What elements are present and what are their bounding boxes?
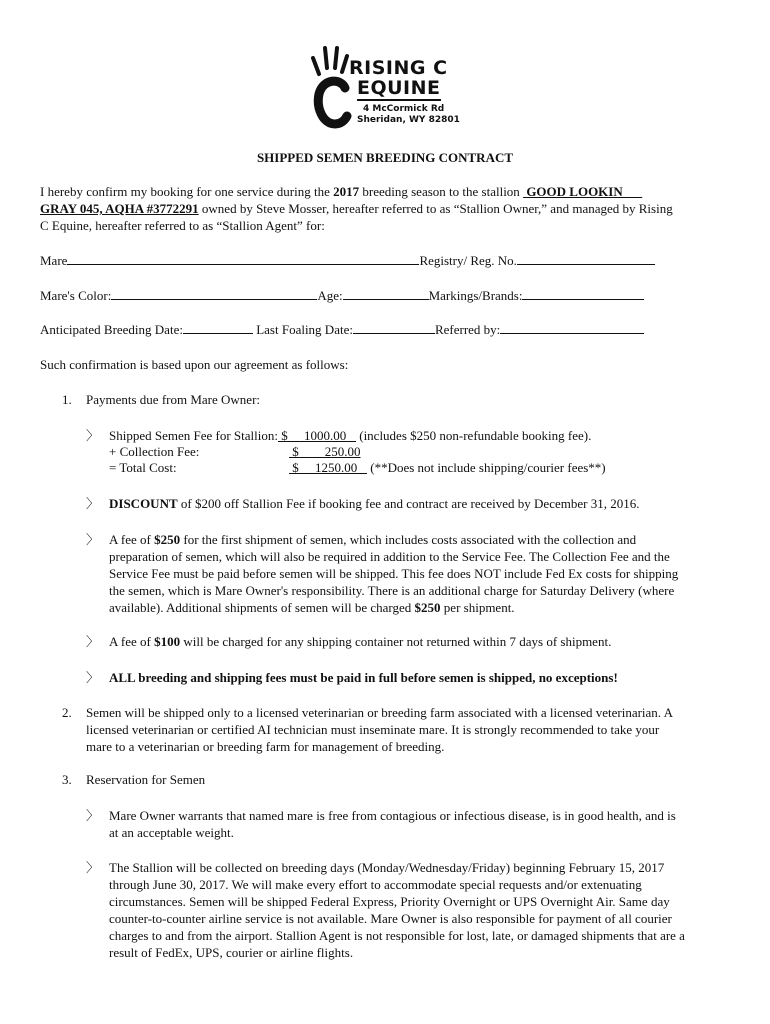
- all-fees-notice: ALL breeding and shipping fees must be paid in full before semen is shipped, no exceptions!: [109, 670, 618, 685]
- item-2-line-1: Semen will be shipped only to a licensed veterinarian or breeding farm associated with a licensed veterinarian. A: [86, 705, 673, 720]
- stallion-registration: GRAY 045, AQHA #3772291: [40, 201, 199, 216]
- collection-schedule-paragraph: [109, 859, 749, 961]
- item-2-number: 2.: [62, 705, 72, 720]
- fee-250-line-4: the semen, which is Mare Owner's responsibility. There is an additional charge for Saturday Delivery (where: [109, 583, 675, 598]
- fee-250-line-3: Service Fee must be paid before semen will be shipped. This fee does NOT include Fed Ex costs for shipping: [109, 566, 679, 581]
- anticipated-date-input-line[interactable]: [183, 321, 253, 334]
- collection-fee-row: + Collection Fee: $ 250.00: [109, 444, 361, 459]
- logo-equine-text: EQUINE: [357, 77, 441, 99]
- fee-row: Shipped Semen Fee for Stallion: $ 1000.00 (includes $250 non-refundable booking fee).: [109, 428, 592, 443]
- age-label: Age:: [317, 288, 343, 303]
- fee-250-paragraph: [109, 531, 729, 616]
- item-2-paragraph: [86, 704, 746, 755]
- markings-input-line[interactable]: [522, 287, 644, 300]
- item-2-line-3: mare to a veterinarian or breeding farm for management of breeding.: [86, 739, 445, 754]
- collect-line-4: counter-to-counter airline service is not available. Mare Owner is also responsible for payment of all courier: [109, 911, 672, 926]
- mare-label: Mare: [40, 253, 68, 268]
- fee-100-text: A fee of $100 will be charged for any shipping container not returned within 7 days of shipment.: [109, 634, 612, 649]
- discount-text: DISCOUNT of $200 off Stallion Fee if booking fee and contract are received by December 31, 2016.: [109, 496, 640, 511]
- markings-label: Markings/Brands:: [428, 288, 523, 303]
- warrant-line-1: Mare Owner warrants that named mare is free from contagious or infectious disease, is in good health, and is: [109, 808, 676, 823]
- collect-line-6: result of FedEx, UPS, courier or airline flights.: [109, 945, 354, 960]
- mare-color-input-line[interactable]: [111, 287, 317, 300]
- bullet-icon: 〉: [86, 808, 100, 823]
- anticipated-date-label: Anticipated Breeding Date:: [40, 322, 183, 337]
- referred-by-label: Referred by:: [434, 322, 501, 337]
- fee-250-line-1: A fee of $250 for the first shipment of semen, which includes costs associated with the collection and: [109, 532, 637, 547]
- registry-label: Registry/ Reg. No.: [419, 253, 517, 268]
- collect-line-3: circumstances. Semen will be shipped Federal Express, Priority Overnight or UPS Overnight Air. Same day: [109, 894, 670, 909]
- intro-line-3: C Equine, hereafter referred to as “Stallion Agent” for:: [40, 218, 325, 233]
- bullet-icon: 〉: [86, 496, 100, 511]
- rising-c-equine-logo: [305, 44, 475, 130]
- bullet-icon: 〉: [86, 670, 100, 685]
- stallion-name: GOOD LOOKIN: [523, 184, 643, 199]
- color-field-row: [40, 287, 644, 304]
- bullet-icon: 〉: [86, 634, 100, 649]
- mare-input-line[interactable]: [67, 252, 419, 265]
- intro-line-1: I hereby confirm my booking for one service during the 2017 breeding season to the stallion GOOD LOOKIN: [40, 184, 643, 199]
- item-1-label: Payments due from Mare Owner:: [86, 392, 261, 407]
- item-3-label: Reservation for Semen: [86, 772, 206, 787]
- collection-fee-amount: $ 250.00: [289, 444, 361, 459]
- total-cost-row: = Total Cost: $ 1250.00 (**Does not include shipping/courier fees**): [109, 460, 606, 475]
- mare-field-row: [40, 252, 655, 269]
- fee-250-line-5: available). Additional shipments of semen will be charged $250 per shipment.: [109, 600, 515, 615]
- collect-line-1: The Stallion will be collected on breeding days (Monday/Wednesday/Friday) beginning February 15, 2017: [109, 860, 665, 875]
- warrant-line-2: at an acceptable weight.: [109, 825, 234, 840]
- last-foaling-input-line[interactable]: [353, 321, 435, 334]
- logo-rising-text: RISING C: [349, 57, 448, 79]
- fee-250-line-2: preparation of semen, which will also be required in addition to the Service Fee. The Collection Fee and the: [109, 549, 670, 564]
- registry-input-line[interactable]: [517, 252, 655, 265]
- bullet-icon: 〉: [86, 532, 100, 547]
- fee-amount: $ 1000.00: [277, 428, 356, 443]
- item-3-number: 3.: [62, 772, 72, 787]
- logo-address-street: 4 McCormick Rd: [363, 104, 445, 114]
- mare-color-label: Mare's Color:: [40, 288, 112, 303]
- last-foaling-label: Last Foaling Date:: [256, 322, 353, 337]
- referred-by-input-line[interactable]: [500, 321, 644, 334]
- collect-line-2: through June 30, 2017. We will make every effort to accommodate special requests and/or extenuating: [109, 877, 642, 892]
- warrant-paragraph: [109, 807, 729, 841]
- bullet-icon: 〉: [86, 428, 100, 443]
- contract-title: SHIPPED SEMEN BREEDING CONTRACT: [256, 150, 514, 165]
- intro-line-2: GRAY 045, AQHA #3772291 owned by Steve Mosser, hereafter referred to as “Stallion Owner,” and managed by Rising: [40, 201, 673, 216]
- total-cost-amount: $ 1250.00: [289, 460, 367, 475]
- age-input-line[interactable]: [343, 287, 429, 300]
- bullet-icon: 〉: [86, 860, 100, 875]
- dates-field-row: [40, 321, 644, 338]
- item-2-line-2: licensed veterinarian or certified AI technician must inseminate mare. It is strongly recommended to take your: [86, 722, 660, 737]
- confirmation-statement: Such confirmation is based upon our agreement as follows:: [40, 357, 349, 372]
- logo-address-city: Sheridan, WY 82801: [357, 115, 460, 125]
- collect-line-5: charges to and from the airport. Stallion Agent is not responsible for lost, late, or damaged shipments that are a: [109, 928, 685, 943]
- item-1-number: 1.: [62, 392, 72, 407]
